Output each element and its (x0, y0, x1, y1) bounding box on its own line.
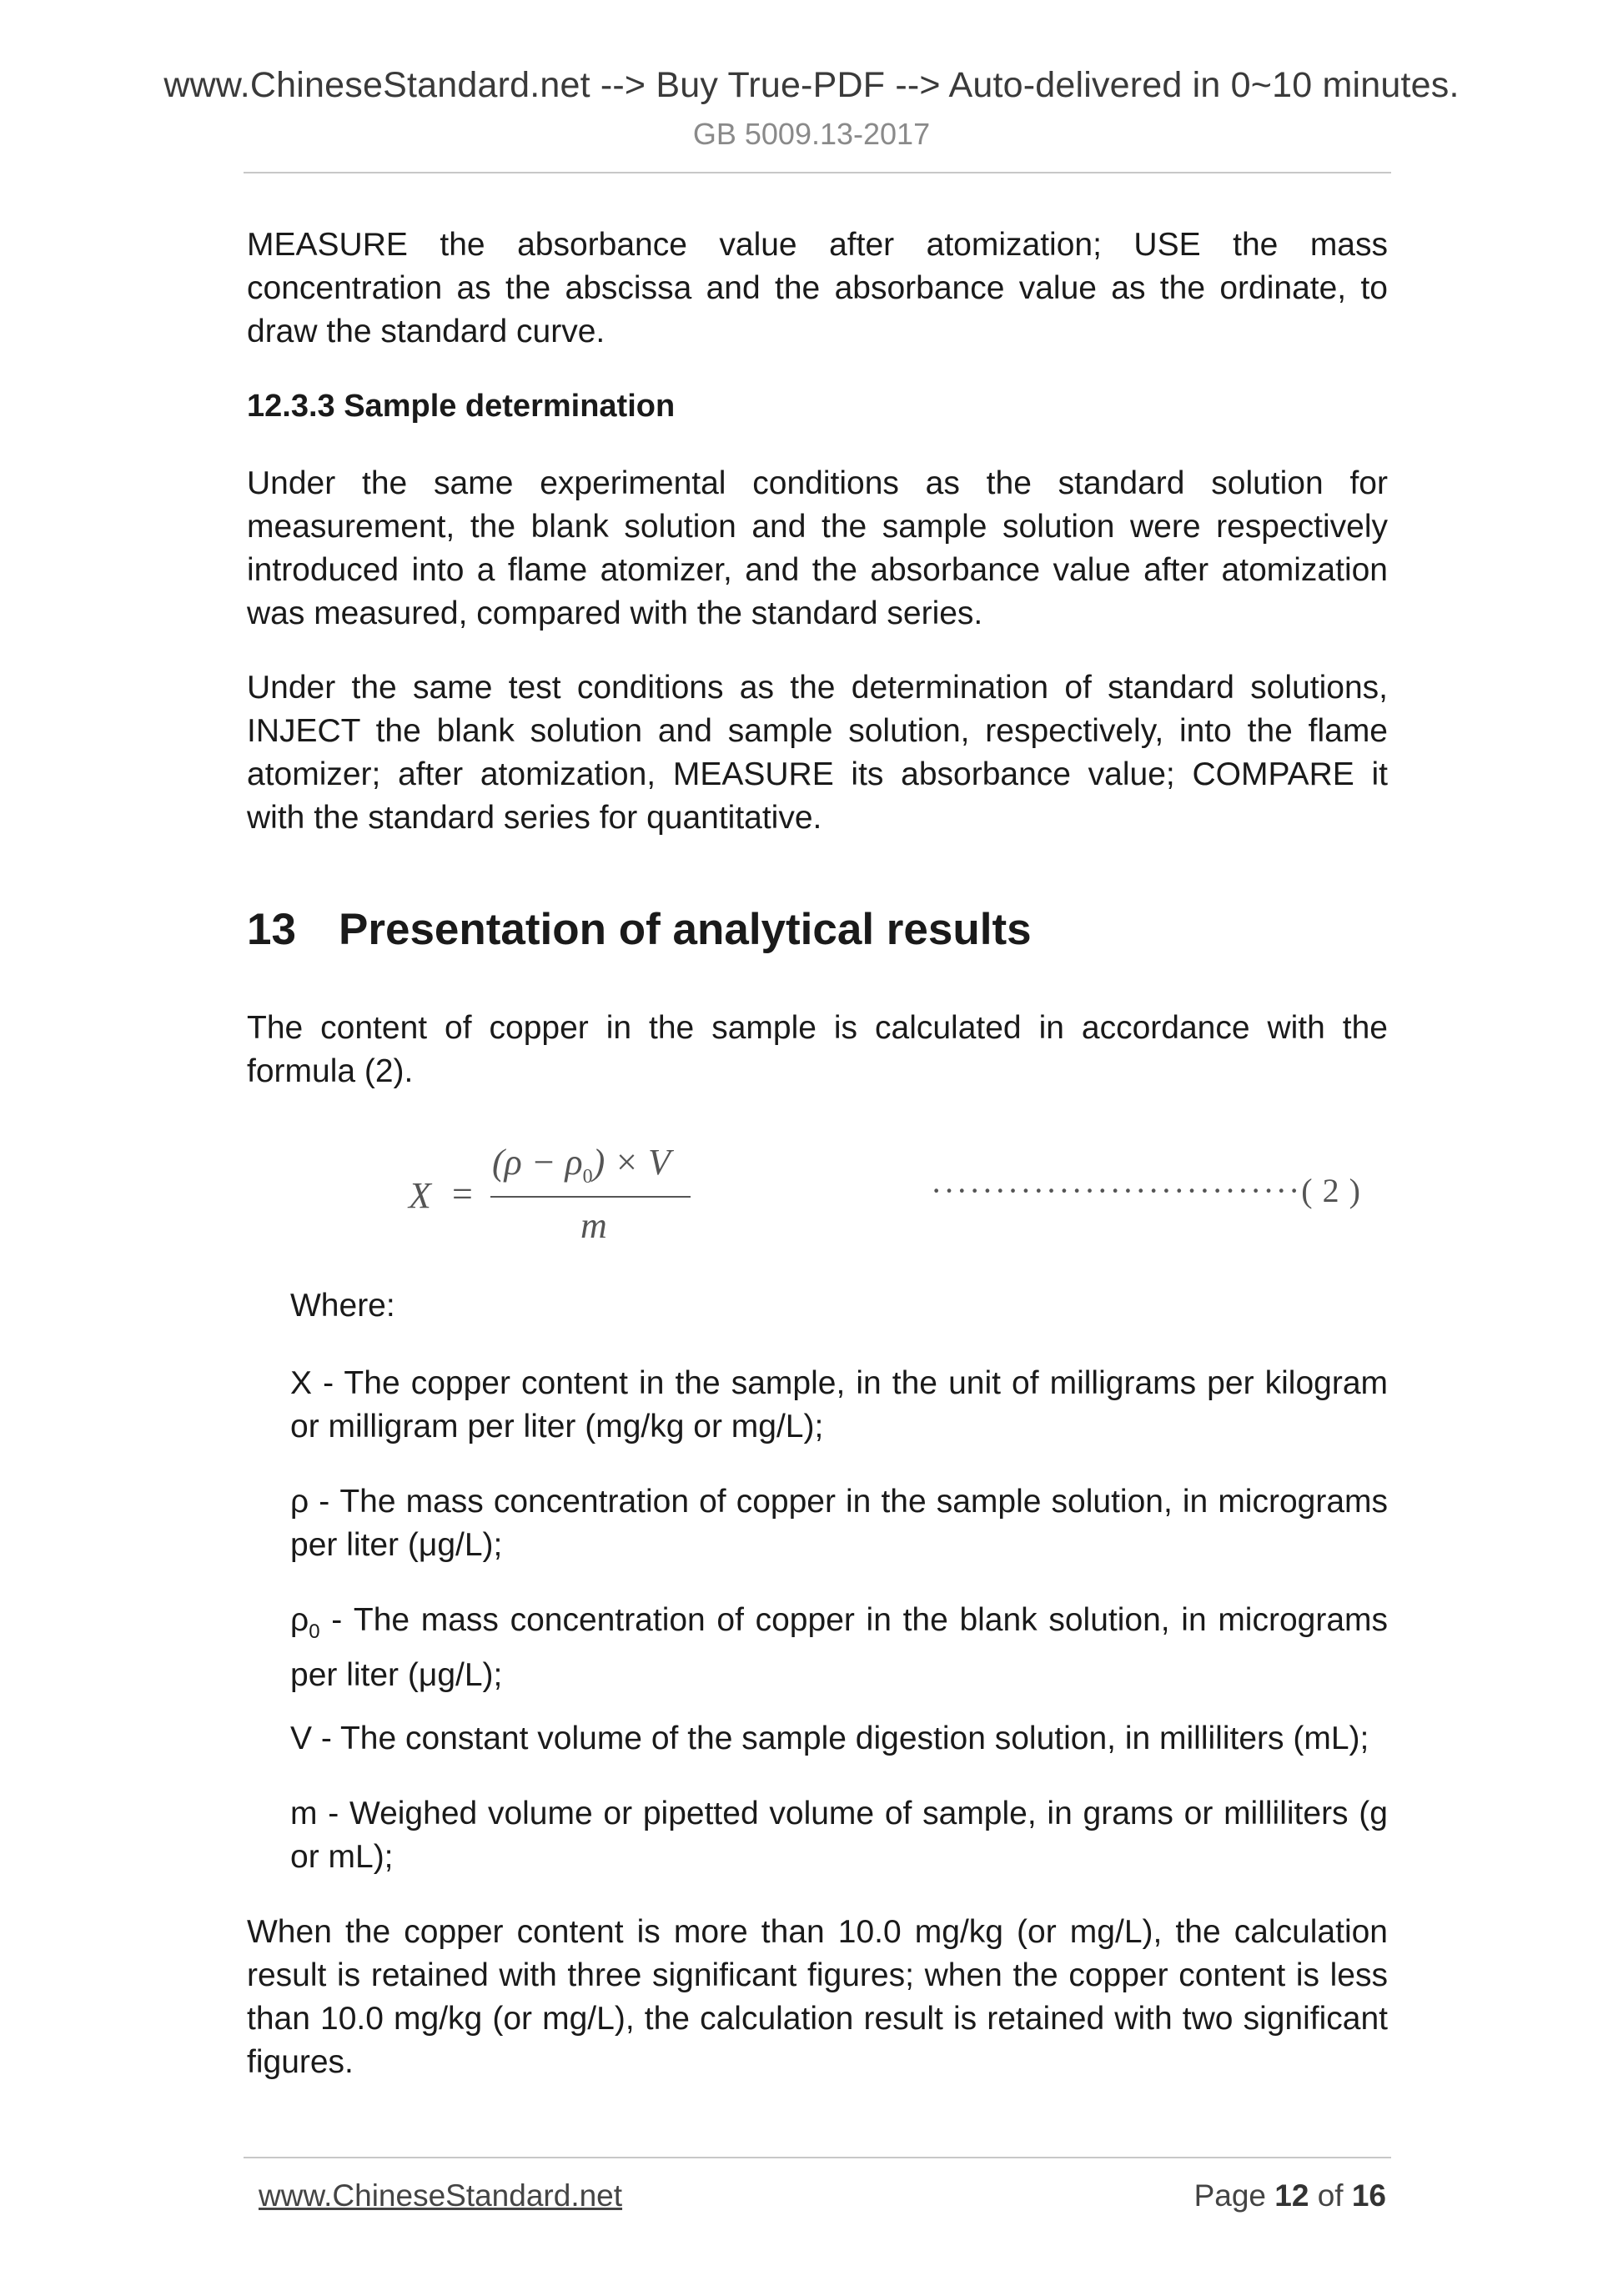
footer-divider (244, 2157, 1391, 2158)
header-banner: www.ChineseStandard.net --> Buy True-PDF --> Auto-delivered in 0~10 minutes. (163, 65, 1460, 105)
subheading-sample-determination: 12.3.3 Sample determination (247, 389, 676, 424)
rho0-symbol: ρ (290, 1602, 309, 1638)
page-label: Page (1193, 2178, 1266, 2213)
definition-v: V - The constant volume of the sample digestion solution, in milliliters (mL); (290, 1721, 1369, 1756)
definition-rho: ρ - The mass concentration of copper in the sample solution, in micrograms per liter (μg/L); (290, 1484, 1388, 1563)
paragraph-sample-determination-1: Under the same experimental conditions as the standard solution for measurement, the blank solution and the sample solution were respectively introduced into a flame atomizer, and the absorbance value after atomization was measured, compared with the standard series. (247, 465, 1388, 631)
formula-equals: = (452, 1173, 473, 1214)
section-title: Presentation of analytical results (339, 905, 1032, 954)
paragraph-formula-intro: The content of copper in the sample is calculated in accordance with the formula (2). (247, 1010, 1388, 1089)
paragraph-sample-determination-2: Under the same test conditions as the determination of standard solutions, INJECT the blank solution and sample solution, respectively, into the flame atomizer; after atomization, MEASURE its absorbance value; COMPARE it with the standard series for quantitative. (247, 670, 1388, 836)
leader-dots: ····························· (931, 1172, 1302, 1209)
definition-m: m - Weighed volume or pipetted volume of sample, in grams or milliliters (g or mL); (290, 1796, 1388, 1875)
rho0-subscript: 0 (309, 1620, 320, 1643)
footer-website-link[interactable]: www.ChineseStandard.net (259, 2178, 623, 2213)
definition-x: X - The copper content in the sample, in the unit of milligrams per kilogram or milligram per liter (mg/kg or mg/L); (290, 1365, 1388, 1444)
page-indicator (1168, 2178, 1386, 2213)
standard-code: GB 5009.13-2017 (692, 117, 931, 151)
formula-denominator: m (580, 1205, 607, 1246)
formula-numerator: $(\rho - \rho_0) \times V$ (492, 1142, 671, 1188)
formula-lhs: X (409, 1175, 431, 1216)
where-label: Where: (290, 1288, 395, 1324)
page-total: 16 (1351, 2178, 1386, 2213)
page-of: of (1317, 2178, 1344, 2213)
rho0-text: - The mass concentration of copper in the blank solution, in micrograms per liter (μg/L); (290, 1602, 1388, 1693)
header-divider (244, 172, 1391, 173)
definition-rho0 (290, 1599, 1388, 1697)
section-number: 13 (247, 905, 296, 954)
paragraph-significant-figures: When the copper content is more than 10.0 mg/kg (or mg/L), the calculation result is retained with three significant figures; when the copper content is less than 10.0 mg/kg (or mg/L), the calculation result is retained with two significant figures. (247, 1914, 1388, 2080)
paragraph-standard-curve: MEASURE the absorbance value after atomization; USE the mass concentration as the abscissa and the absorbance value as the ordinate, to draw the standard curve. (247, 227, 1388, 349)
section-heading (247, 904, 1032, 955)
equation-number: ( 2 ) (1301, 1172, 1361, 1209)
formula-number (931, 1171, 1361, 1210)
fraction-bar (490, 1196, 691, 1198)
page-current: 12 (1274, 2178, 1309, 2213)
